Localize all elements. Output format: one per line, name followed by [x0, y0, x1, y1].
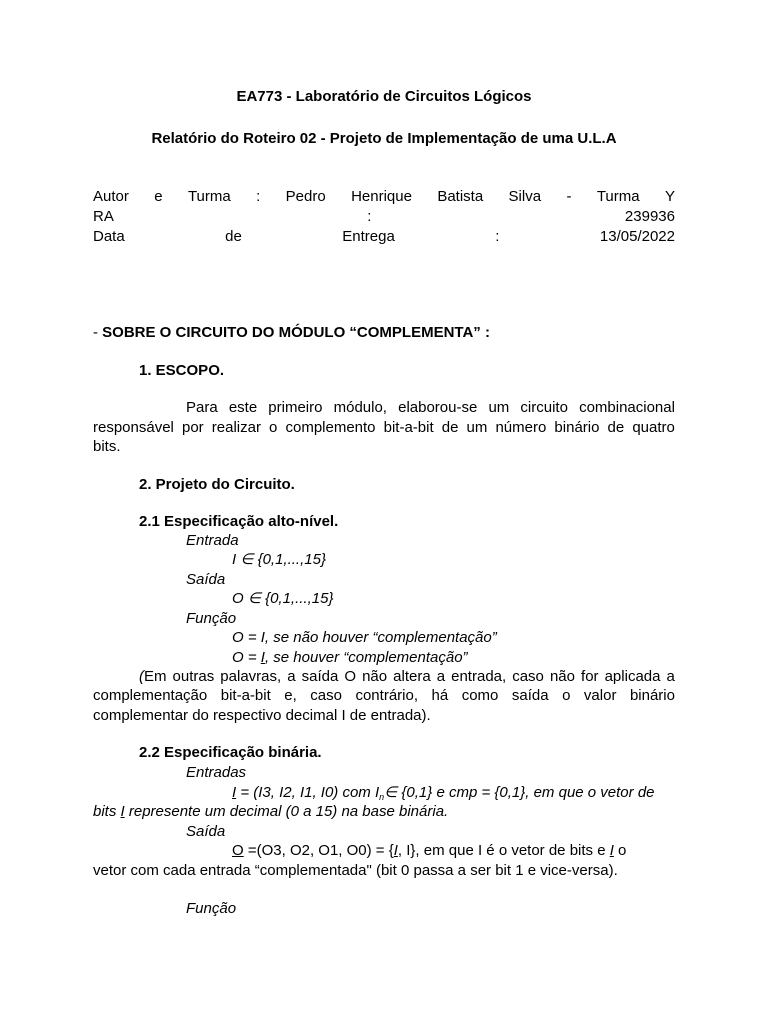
- i-bar: I: [260, 649, 265, 666]
- paragraph-word: binário: [629, 687, 675, 704]
- paragraph-word: for: [581, 668, 599, 685]
- paragraph-word: a: [287, 668, 296, 685]
- section-title: SOBRE O CIRCUITO DO MÓDULO “COMPLEMENTA” :: [102, 324, 490, 341]
- author-word: Turma: [187, 188, 231, 205]
- explanation-line-1: [139, 667, 675, 686]
- entrada-label: Entrada: [186, 532, 239, 549]
- paragraph-word: quatro: [632, 419, 675, 436]
- paragraph-word: elaborou-se: [398, 399, 478, 416]
- date-word: 13/05/2022: [599, 228, 675, 245]
- section-heading: [93, 323, 675, 342]
- paragraph-word: a: [666, 668, 675, 685]
- paragraph-word: de: [607, 419, 625, 436]
- f2-suffix: , se houver “complementação”: [264, 649, 468, 666]
- paragraph-word: não: [549, 668, 575, 685]
- explanation-words: [144, 667, 675, 686]
- author-word: Henrique: [351, 188, 412, 205]
- author-word: :: [256, 188, 261, 205]
- funcao-label-2: Função: [186, 900, 237, 917]
- paragraph-word: Em: [144, 668, 167, 685]
- paragraph-word: valor: [583, 687, 617, 704]
- i-bar-3: I: [609, 842, 614, 859]
- paragraph-word: saída: [301, 668, 339, 685]
- vector-i-2: I: [120, 803, 125, 820]
- i-n: I: [374, 784, 380, 801]
- e2-prefix: bits: [93, 803, 121, 820]
- saida-end: o: [613, 842, 627, 859]
- date-word: Entrega: [342, 228, 395, 245]
- paragraph-word: O: [344, 668, 357, 685]
- paragraph-word: combinacional: [579, 399, 675, 416]
- scope-paragraph-line-2: [93, 418, 675, 437]
- paragraph-word: bit-a-bit: [383, 419, 434, 436]
- high-level-spec-heading: 2.1 Especificação alto-nível.: [139, 513, 339, 530]
- paragraph-word: de: [441, 419, 459, 436]
- paragraph-word: complemento: [285, 419, 376, 436]
- vector-i: I: [232, 784, 237, 801]
- paragraph-word: outras: [172, 668, 215, 685]
- date-word: Data: [93, 228, 125, 245]
- paragraph-word: a: [436, 668, 446, 685]
- entradas-label: Entradas: [186, 764, 247, 781]
- subscript-n: n: [379, 792, 385, 802]
- explanation-line-2: [93, 686, 675, 705]
- entradas-post: ∈ {0,1} e cmp = {0,1}, em que o vetor de: [384, 784, 655, 801]
- paragraph-word: complementação: [93, 687, 208, 704]
- scope-paragraph-line-3: bits.: [93, 438, 121, 455]
- entradas-line-1: [232, 783, 675, 804]
- open-paren: (: [139, 668, 144, 685]
- paragraph-word: entrada,: [451, 668, 507, 685]
- paragraph-word: binário: [554, 419, 600, 436]
- paragraph-word: Para: [186, 399, 218, 416]
- saida-mid: =(O3, O2, O1, O0) = {: [243, 842, 394, 859]
- paragraph-word: palavras,: [220, 668, 282, 685]
- explanation-line-3: complementar do respectivo decimal I de entrada).: [93, 707, 431, 724]
- funcao-case-1: O = I, se não houver “complementação”: [232, 629, 497, 646]
- entradas-mid: = (I3, I2, I1, I0) com: [236, 784, 375, 801]
- paragraph-word: o: [562, 687, 571, 704]
- author-word: -: [566, 188, 572, 205]
- funcao-label: Função: [186, 610, 237, 627]
- paragraph-word: altera: [393, 668, 431, 685]
- paragraph-word: como: [461, 687, 499, 704]
- paragraph-word: não: [362, 668, 388, 685]
- author-word: Batista: [437, 188, 484, 205]
- paragraph-word: realizar: [211, 419, 261, 436]
- entrada-value: I ∈ {0,1,...,15}: [232, 551, 326, 568]
- author-line: [93, 187, 675, 206]
- saida-label: Saída: [186, 571, 226, 588]
- paragraph-word: um: [466, 419, 488, 436]
- scope-heading: 1. ESCOPO.: [139, 362, 225, 379]
- paragraph-word: um: [488, 399, 510, 416]
- f2-prefix: O =: [232, 649, 261, 666]
- author-word: Autor: [93, 188, 129, 205]
- e2-suffix: represente um decimal (0 a 15) na base binária.: [124, 803, 449, 820]
- paragraph-word: saída: [511, 687, 549, 704]
- saida-value: O ∈ {0,1,...,15}: [232, 590, 334, 607]
- paragraph-word: por: [181, 419, 204, 436]
- paragraph-word: contrário,: [355, 687, 418, 704]
- author-word: Pedro: [285, 188, 326, 205]
- paragraph-word: responsável: [93, 419, 174, 436]
- date-word: de: [225, 228, 242, 245]
- paragraph-word: o: [269, 419, 278, 436]
- ra-word: 239936: [624, 208, 675, 225]
- ra-word: RA: [93, 208, 114, 225]
- funcao-case-2: [232, 648, 768, 667]
- scope-paragraph-line-1: [186, 398, 675, 417]
- paragraph-word: aplicada: [604, 668, 661, 685]
- circuit-project-heading: 2. Projeto do Circuito.: [139, 476, 295, 493]
- saida-line-2: vetor com cada entrada “complementada" (bit 0 passa a ser bit 1 e vice-versa).: [93, 862, 618, 879]
- paragraph-word: módulo,: [333, 399, 387, 416]
- saida-mid2: , I}, em que I é o vetor de bits e: [397, 842, 610, 859]
- author-word: Y: [664, 188, 675, 205]
- author-word: e: [154, 188, 163, 205]
- date-word: :: [495, 228, 500, 245]
- document-title: EA773 - Laboratório de Circuitos Lógicos: [236, 88, 532, 105]
- vector-o: O: [232, 842, 244, 859]
- ra-word: :: [367, 208, 372, 225]
- paragraph-word: há: [431, 687, 449, 704]
- binary-spec-heading: 2.2 Especificação binária.: [139, 744, 322, 761]
- author-word: Silva: [508, 188, 542, 205]
- paragraph-word: e,: [284, 687, 297, 704]
- entradas-line-2: [93, 802, 675, 821]
- paragraph-word: primeiro: [268, 399, 323, 416]
- paragraph-word: bit-a-bit: [220, 687, 271, 704]
- saida-label-2: Saída: [186, 823, 226, 840]
- i-bar-2: I: [393, 842, 398, 859]
- paragraph-word: número: [495, 419, 547, 436]
- author-word: Turma: [596, 188, 640, 205]
- paragraph-word: caso: [512, 668, 544, 685]
- section-dash: -: [93, 324, 103, 341]
- saida-line-1: [232, 841, 675, 860]
- document-subtitle: Relatório do Roteiro 02 - Projeto de Implementação de uma U.L.A: [151, 130, 617, 147]
- paragraph-word: este: [228, 399, 258, 416]
- paragraph-word: circuito: [520, 399, 568, 416]
- ra-line: [93, 207, 675, 226]
- paragraph-word: caso: [310, 687, 342, 704]
- date-line: [93, 227, 675, 246]
